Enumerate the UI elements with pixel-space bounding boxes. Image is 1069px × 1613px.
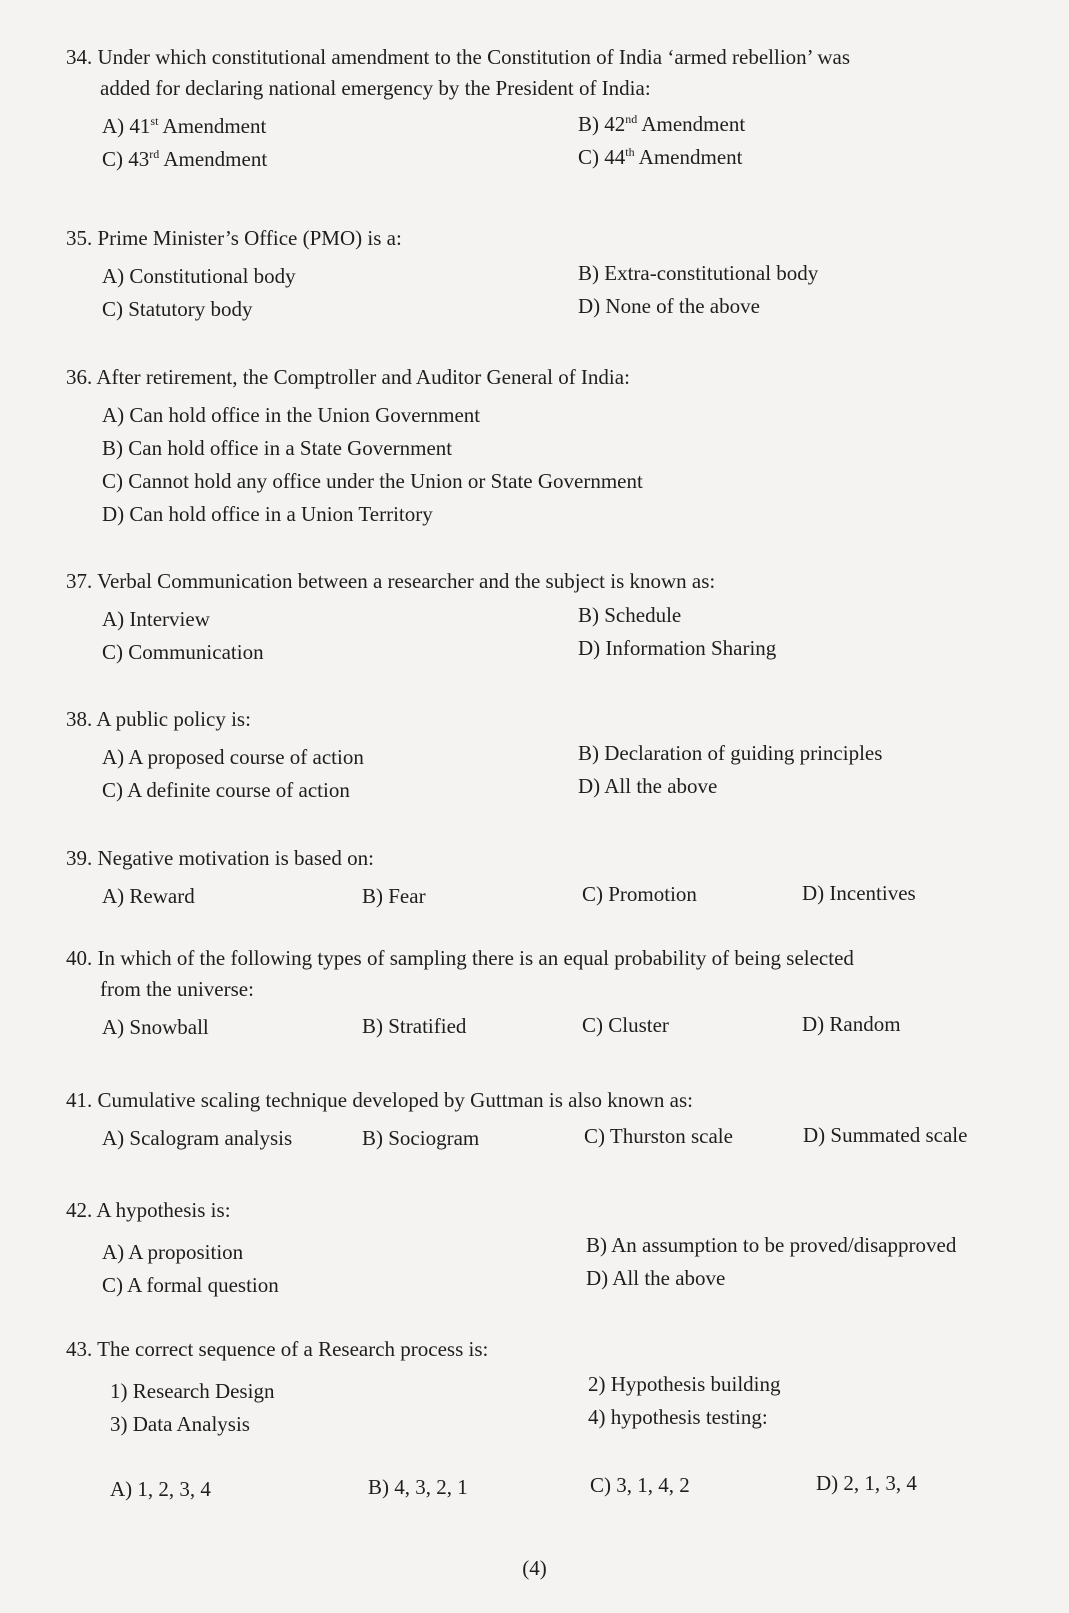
question-stem xyxy=(66,943,1056,1005)
question-text: Cumulative scaling technique developed by Guttman is also known as: xyxy=(97,1088,693,1112)
question-37 xyxy=(66,566,1056,673)
option-c: C) Promotion xyxy=(582,882,697,906)
question-text: Verbal Communication between a researcher and the subject is known as: xyxy=(97,569,716,593)
options xyxy=(66,1122,1056,1158)
option-d: D) Can hold office in a Union Territory xyxy=(102,502,433,526)
question-stem xyxy=(66,1195,1056,1226)
question-number: 35. xyxy=(66,226,93,250)
question-40 xyxy=(66,943,1056,1047)
question-stem xyxy=(66,1085,1056,1116)
question-text: After retirement, the Comptroller and Auditor General of India: xyxy=(96,365,630,389)
option-c: C) A definite course of action xyxy=(102,778,350,802)
question-text: Prime Minister’s Office (PMO) is a: xyxy=(97,226,402,250)
question-number: 36. xyxy=(66,365,93,389)
options xyxy=(66,880,1056,916)
question-text-continued: added for declaring national emergency by the President of India: xyxy=(100,76,651,100)
sequence-steps xyxy=(66,1371,1056,1441)
option-a: A) Snowball xyxy=(102,1015,209,1039)
option-a: A) 41st Amendment xyxy=(102,114,267,138)
question-text: A hypothesis is: xyxy=(96,1198,231,1222)
option-c: C) A formal question xyxy=(102,1273,279,1297)
question-text: Negative motivation is based on: xyxy=(97,846,374,870)
option-a: A) Reward xyxy=(102,884,195,908)
options xyxy=(66,1011,1056,1047)
question-36 xyxy=(66,362,1056,534)
option-b: B) Stratified xyxy=(362,1014,467,1038)
option-c: C) Cannot hold any office under the Union or State Government xyxy=(102,469,643,493)
question-text: The correct sequence of a Research process is: xyxy=(97,1337,489,1361)
question-number: 34. xyxy=(66,45,93,69)
option-d: D) All the above xyxy=(578,774,718,798)
question-39 xyxy=(66,843,1056,916)
question-number: 39. xyxy=(66,846,93,870)
question-number: 42. xyxy=(66,1198,93,1222)
option-b: B) 42nd Amendment xyxy=(578,112,746,136)
question-stem xyxy=(66,843,1056,874)
question-number: 40. xyxy=(66,946,93,970)
options xyxy=(66,110,1056,180)
option-b: B) 4, 3, 2, 1 xyxy=(368,1475,468,1499)
option-d: D) 2, 1, 3, 4 xyxy=(816,1471,917,1495)
option-b: B) An assumption to be proved/disapproved xyxy=(586,1233,957,1257)
option-b: B) Fear xyxy=(362,884,426,908)
option-d: D) All the above xyxy=(586,1266,726,1290)
option-a: A) 1, 2, 3, 4 xyxy=(110,1477,211,1501)
option-b: B) Can hold office in a State Government xyxy=(102,436,453,460)
option-c: C) Communication xyxy=(102,640,264,664)
option-a: A) A proposition xyxy=(102,1240,244,1264)
step-1: 1) Research Design xyxy=(110,1379,275,1403)
question-number: 43. xyxy=(66,1337,93,1361)
question-number: 41. xyxy=(66,1088,93,1112)
option-c: C) Statutory body xyxy=(102,297,253,321)
question-41 xyxy=(66,1085,1056,1158)
options xyxy=(66,1469,1056,1505)
option-c: C) Cluster xyxy=(582,1013,669,1037)
option-a: A) Interview xyxy=(102,607,210,631)
option-d: D) Incentives xyxy=(802,881,916,905)
option-b: B) Schedule xyxy=(578,603,682,627)
option-d: D) None of the above xyxy=(578,294,760,318)
question-stem xyxy=(66,362,1056,393)
question-stem xyxy=(66,42,1056,104)
option-a: A) Constitutional body xyxy=(102,264,296,288)
question-text-continued: from the universe: xyxy=(100,977,254,1001)
option-b: B) Extra-constitutional body xyxy=(578,261,819,285)
step-4: 4) hypothesis testing: xyxy=(588,1405,768,1429)
options xyxy=(66,741,1056,811)
options xyxy=(66,399,1056,534)
option-a: A) Scalogram analysis xyxy=(102,1126,293,1150)
question-number: 38. xyxy=(66,707,93,731)
question-number: 37. xyxy=(66,569,93,593)
question-text: A public policy is: xyxy=(96,707,251,731)
option-d: D) Information Sharing xyxy=(578,636,777,660)
question-38 xyxy=(66,704,1056,811)
step-3: 3) Data Analysis xyxy=(110,1412,250,1436)
option-c: C) 43rd Amendment xyxy=(102,147,268,171)
options xyxy=(66,603,1056,673)
option-d: D) Summated scale xyxy=(803,1123,968,1147)
question-43 xyxy=(66,1334,1056,1505)
option-a: A) Can hold office in the Union Government xyxy=(102,403,481,427)
option-a: A) A proposed course of action xyxy=(102,745,364,769)
question-35 xyxy=(66,223,1056,330)
option-d: D) Random xyxy=(802,1012,901,1036)
option-b: B) Declaration of guiding principles xyxy=(578,741,883,765)
question-stem xyxy=(66,1334,1056,1365)
options xyxy=(66,260,1056,330)
question-stem xyxy=(66,704,1056,735)
option-b: B) Sociogram xyxy=(362,1126,480,1150)
question-text: Under which constitutional amendment to the Constitution of India ‘armed rebellion’ was xyxy=(97,45,851,69)
options xyxy=(66,1232,1056,1302)
option-c: C) 3, 1, 4, 2 xyxy=(590,1473,690,1497)
question-42 xyxy=(66,1195,1056,1302)
question-stem xyxy=(66,223,1056,254)
option-c: C) Thurston scale xyxy=(584,1124,733,1148)
question-34 xyxy=(66,42,1056,180)
step-2: 2) Hypothesis building xyxy=(588,1372,781,1396)
option-d: C) 44th Amendment xyxy=(578,145,743,169)
question-text: In which of the following types of sampling there is an equal probability of being selected xyxy=(97,946,854,970)
question-stem xyxy=(66,566,1056,597)
page-number: (4) xyxy=(522,1556,547,1580)
